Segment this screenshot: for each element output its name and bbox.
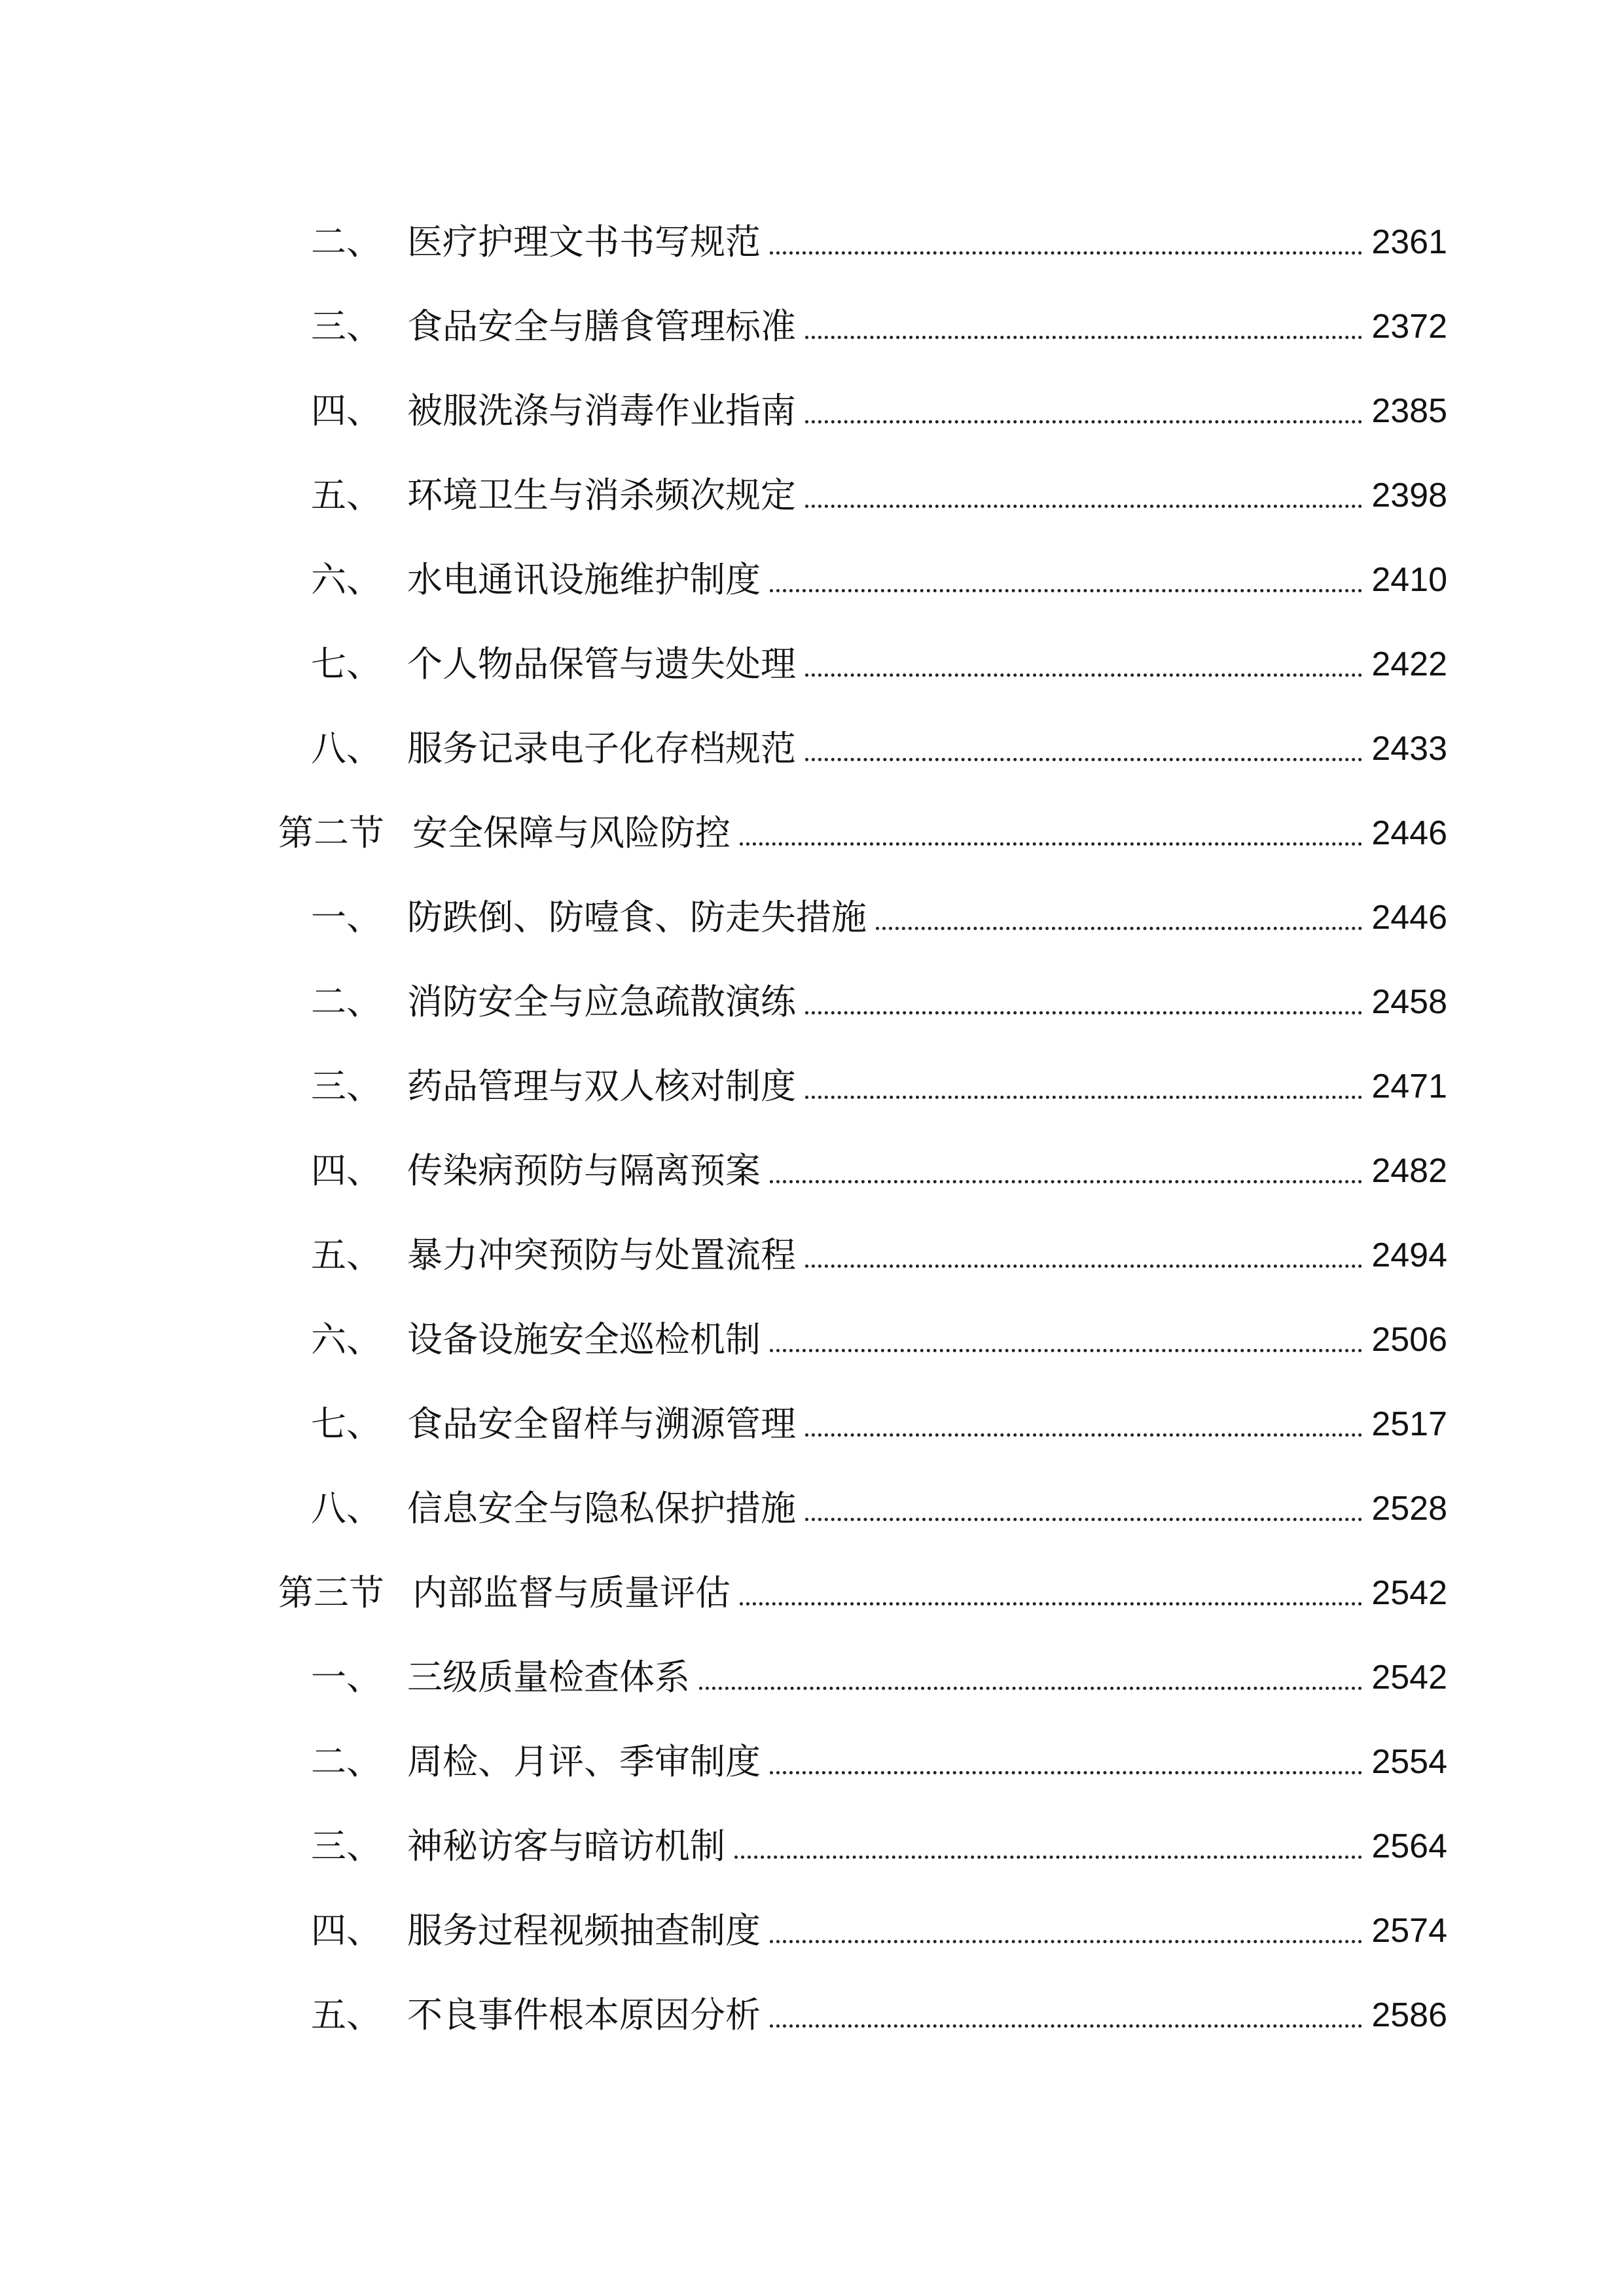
toc-entry-page-number: 2517 (1371, 1405, 1447, 1443)
toc-entry-number: 第三节 (278, 1572, 384, 1613)
toc-entry[interactable] (0, 969, 1624, 1035)
toc-dot-leader (734, 1814, 1362, 1879)
toc-entry-title: 药品管理与双人核对制度 (407, 1066, 796, 1107)
toc-entry-page-number: 2494 (1371, 1236, 1447, 1274)
toc-entry[interactable] (0, 1729, 1624, 1795)
toc-dot-leader (805, 969, 1362, 1035)
toc-entry-page-number: 2574 (1371, 1912, 1447, 1950)
toc-entry-number: 四、 (311, 390, 382, 431)
toc-entry-title: 不良事件根本原因分析 (407, 1994, 761, 2036)
toc-entry-title: 食品安全与膳食管理标准 (407, 306, 796, 347)
toc-entry[interactable] (0, 1054, 1624, 1119)
toc-dot-leader (740, 1560, 1362, 1626)
toc-entry[interactable] (0, 632, 1624, 697)
toc-dot-leader (805, 716, 1362, 781)
toc-entry[interactable] (0, 1223, 1624, 1288)
toc-entry-page-number: 2446 (1371, 899, 1447, 937)
toc-entry-number: 八、 (311, 1488, 382, 1529)
toc-section-entry[interactable] (0, 800, 1624, 866)
toc-entry-number: 四、 (311, 1910, 382, 1951)
toc-dot-leader (770, 1982, 1362, 2048)
toc-entry-title: 设备设施安全巡检机制 (407, 1319, 761, 1360)
toc-entry[interactable] (0, 463, 1624, 528)
toc-entry[interactable] (0, 1391, 1624, 1457)
toc-dot-leader (770, 1729, 1362, 1795)
toc-entry-number: 七、 (311, 1403, 382, 1444)
toc-entry-number: 二、 (311, 1741, 382, 1782)
toc-entry-title: 安全保障与风险防控 (412, 812, 731, 853)
toc-entry-title: 三级质量检查体系 (407, 1657, 690, 1698)
toc-dot-leader (876, 885, 1362, 950)
toc-entry-page-number: 2398 (1371, 476, 1447, 514)
toc-entry-title: 防跌倒、防噎食、防走失措施 (407, 897, 867, 938)
toc-entry-number: 三、 (311, 1825, 382, 1867)
toc-entry-number: 一、 (311, 897, 382, 938)
toc-entry-title: 服务记录电子化存档规范 (407, 728, 796, 769)
toc-entry-title: 水电通讯设施维护制度 (407, 559, 761, 600)
toc-dot-leader (805, 294, 1362, 359)
toc-entry[interactable] (0, 547, 1624, 613)
toc-entry-number: 二、 (311, 981, 382, 1022)
toc-entry-title: 服务过程视频抽查制度 (407, 1910, 761, 1951)
toc-entry[interactable] (0, 885, 1624, 950)
toc-entry[interactable] (0, 294, 1624, 359)
toc-section-entry[interactable] (0, 1560, 1624, 1626)
toc-entry-page-number: 2385 (1371, 392, 1447, 430)
toc-entry-page-number: 2422 (1371, 645, 1447, 683)
toc-entry-page-number: 2564 (1371, 1827, 1447, 1865)
toc-dot-leader (770, 209, 1362, 275)
toc-dot-leader (699, 1645, 1362, 1710)
toc-entry-number: 第二节 (278, 812, 384, 853)
toc-dot-leader (740, 800, 1362, 866)
toc-entry-number: 五、 (311, 1994, 382, 2036)
toc-entry-page-number: 2372 (1371, 308, 1447, 346)
toc-entry[interactable] (0, 1645, 1624, 1710)
toc-entry-title: 环境卫生与消杀频次规定 (407, 475, 796, 516)
toc-entry-page-number: 2458 (1371, 983, 1447, 1021)
toc-entry-title: 个人物品保管与遗失处理 (407, 643, 796, 685)
toc-entry-page-number: 2410 (1371, 561, 1447, 599)
toc-entry-title: 暴力冲突预防与处置流程 (407, 1234, 796, 1276)
toc-entry-page-number: 2554 (1371, 1743, 1447, 1781)
toc-entry[interactable] (0, 1982, 1624, 2048)
toc-entry-title: 神秘访客与暗访机制 (407, 1825, 725, 1867)
toc-entry-page-number: 2506 (1371, 1321, 1447, 1359)
toc-entry-title: 消防安全与应急疏散演练 (407, 981, 796, 1022)
toc-entry-page-number: 2446 (1371, 814, 1447, 852)
toc-dot-leader (770, 547, 1362, 613)
toc-dot-leader (805, 1223, 1362, 1288)
toc-entry-number: 八、 (311, 728, 382, 769)
toc-entry-page-number: 2433 (1371, 730, 1447, 768)
toc-entry-page-number: 2542 (1371, 1574, 1447, 1612)
toc-entry[interactable] (0, 209, 1624, 275)
toc-entry-number: 六、 (311, 559, 382, 600)
toc-entry-number: 四、 (311, 1150, 382, 1191)
toc-dot-leader (805, 463, 1362, 528)
toc-entry-number: 五、 (311, 475, 382, 516)
toc-entry-title: 内部监督与质量评估 (412, 1572, 731, 1613)
toc-dot-leader (770, 1307, 1362, 1372)
toc-entry[interactable] (0, 1476, 1624, 1541)
toc-entry-page-number: 2471 (1371, 1067, 1447, 1105)
toc-entry-title: 信息安全与隐私保护措施 (407, 1488, 796, 1529)
toc-entry-number: 六、 (311, 1319, 382, 1360)
toc-dot-leader (805, 1476, 1362, 1541)
toc-dot-leader (770, 1898, 1362, 1964)
toc-entry-page-number: 2586 (1371, 1996, 1447, 2034)
toc-entry[interactable] (0, 1138, 1624, 1204)
toc-entry-page-number: 2361 (1371, 223, 1447, 261)
toc-dot-leader (805, 1054, 1362, 1119)
toc-entry[interactable] (0, 1814, 1624, 1879)
toc-entry-number: 一、 (311, 1657, 382, 1698)
table-of-contents (0, 209, 1624, 2108)
toc-entry-page-number: 2482 (1371, 1152, 1447, 1190)
toc-entry[interactable] (0, 716, 1624, 781)
toc-dot-leader (805, 632, 1362, 697)
toc-entry-number: 五、 (311, 1234, 382, 1276)
toc-entry[interactable] (0, 378, 1624, 444)
toc-entry-title: 传染病预防与隔离预案 (407, 1150, 761, 1191)
toc-entry-number: 三、 (311, 306, 382, 347)
toc-entry-number: 七、 (311, 643, 382, 685)
toc-dot-leader (805, 378, 1362, 444)
toc-entry[interactable] (0, 1898, 1624, 1964)
toc-entry-title: 食品安全留样与溯源管理 (407, 1403, 796, 1444)
toc-entry-number: 三、 (311, 1066, 382, 1107)
toc-entry-title: 周检、月评、季审制度 (407, 1741, 761, 1782)
toc-dot-leader (805, 1391, 1362, 1457)
toc-entry-page-number: 2528 (1371, 1490, 1447, 1528)
toc-entry[interactable] (0, 1307, 1624, 1372)
toc-dot-leader (770, 1138, 1362, 1204)
toc-entry-number: 二、 (311, 221, 382, 262)
toc-entry-title: 被服洗涤与消毒作业指南 (407, 390, 796, 431)
toc-entry-title: 医疗护理文书书写规范 (407, 221, 761, 262)
toc-entry-page-number: 2542 (1371, 1659, 1447, 1696)
